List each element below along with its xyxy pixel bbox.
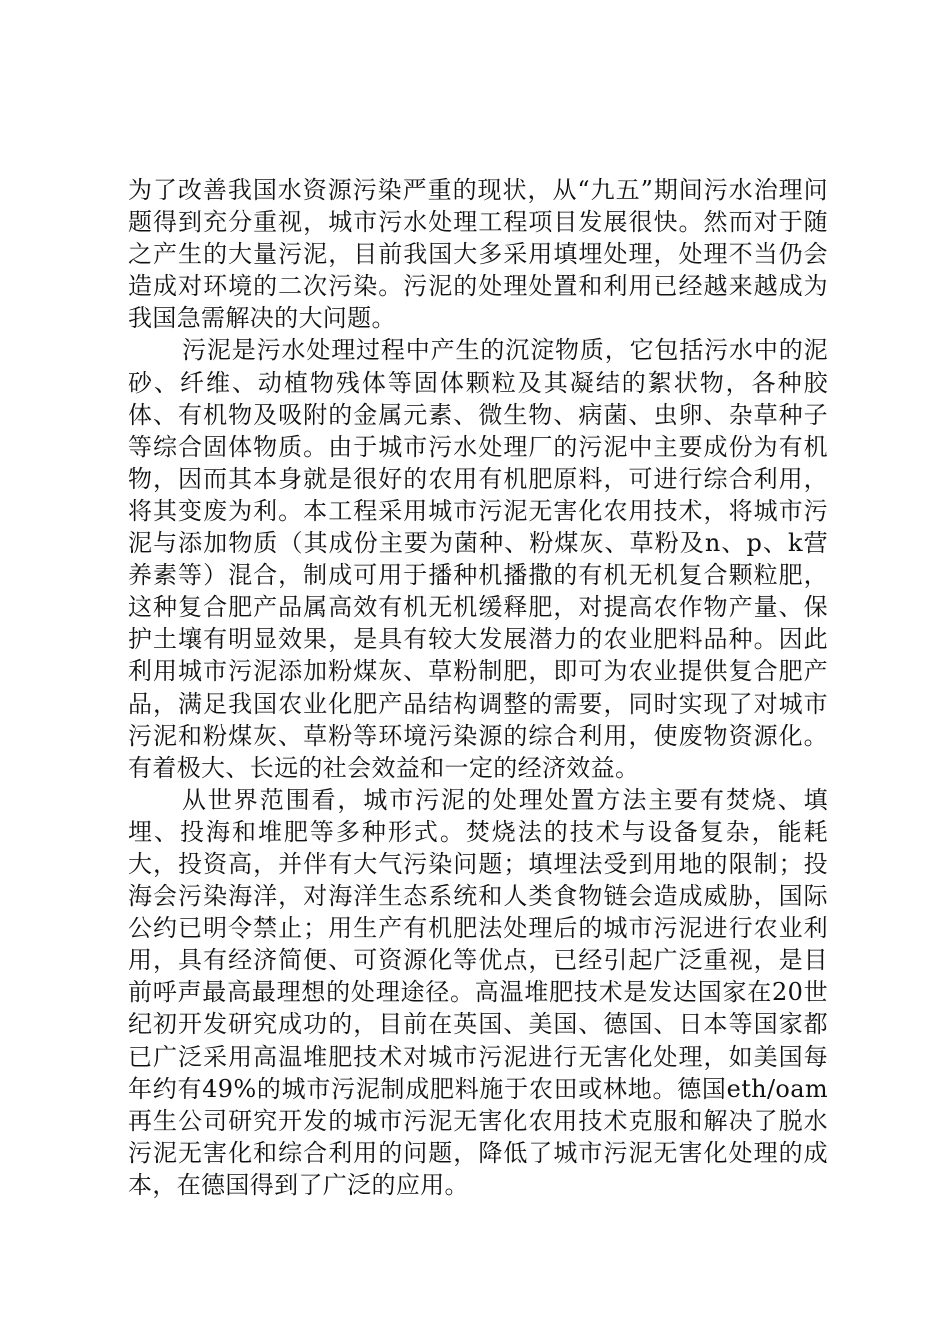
paragraph-1: 为了改善我国水资源污染严重的现状，从“九五”期间污水治理问题得到充分重视，城市污水处理工程项目发展很快。然而对于随之产生的大量污泥，目前我国大多采用填埋处理，处理不当仍会造成对环境的二次污染。污泥的处理处置和利用已经越来越成为我国急需解决的大问题。 — [128, 176, 828, 333]
paragraph-2: 污泥是污水处理过程中产生的沉淀物质，它包括污水中的泥砂、纤维、动植物残体等固体颗粒及其凝结的絮状物，各种胶体、有机物及吸附的金属元素、微生物、病菌、虫卵、杂草种子等综合固体物质。由于城市污水处理厂的污泥中主要成份为有机物，因而其本身就是很好的农用有机肥原料，可进行综合利用，将其变废为利。本工程采用城市污泥无害化农用技术，将城市污泥与添加物质（其成份主要为菌种、粉煤灰、草粉及n、p、k营养素等）混合，制成可用于播种机播撒的有机无机复合颗粒肥，这种复合肥产品属高效有机无机缓释肥，对提高农作物产量、保护土壤有明显效果，是具有较大发展潜力的农业肥料品种。因此利用城市污泥添加粉煤灰、草粉制肥，即可为农业提供复合肥产品，满足我国农业化肥产品结构调整的需要，同时实现了对城市污泥和粉煤灰、草粉等环境污染源的综合利用，使废物资源化。有着极大、长远的社会效益和一定的经济效益。 — [128, 336, 828, 782]
paragraph-3: 从世界范围看，城市污泥的处理处置方法主要有焚烧、填埋、投海和堆肥等多种形式。焚烧法的技术与设备复杂，能耗大，投资高，并伴有大气污染问题；填埋法受到用地的限制；投海会污染海洋，对海洋生态系统和人类食物链会造成威胁，国际公约已明令禁止；用生产有机肥法处理后的城市污泥进行农业利用，具有经济简便、可资源化等优点，已经引起广泛重视，是目前呼声最高最理想的处理途径。高温堆肥技术是发达国家在20世纪初开发研究成功的，目前在英国、美国、德国、日本等国家都已广泛采用高温堆肥技术对城市污泥进行无害化处理，如美国每年约有49%的城市污泥制成肥料施于农田或林地。德国eth/oam再生公司研究开发的城市污泥无害化农用技术克服和解决了脱水污泥无害化和综合利用的问题，降低了城市污泥无害化处理的成本，在德国得到了广泛的应用。 — [128, 785, 828, 1199]
body-text — [128, 174, 828, 1201]
